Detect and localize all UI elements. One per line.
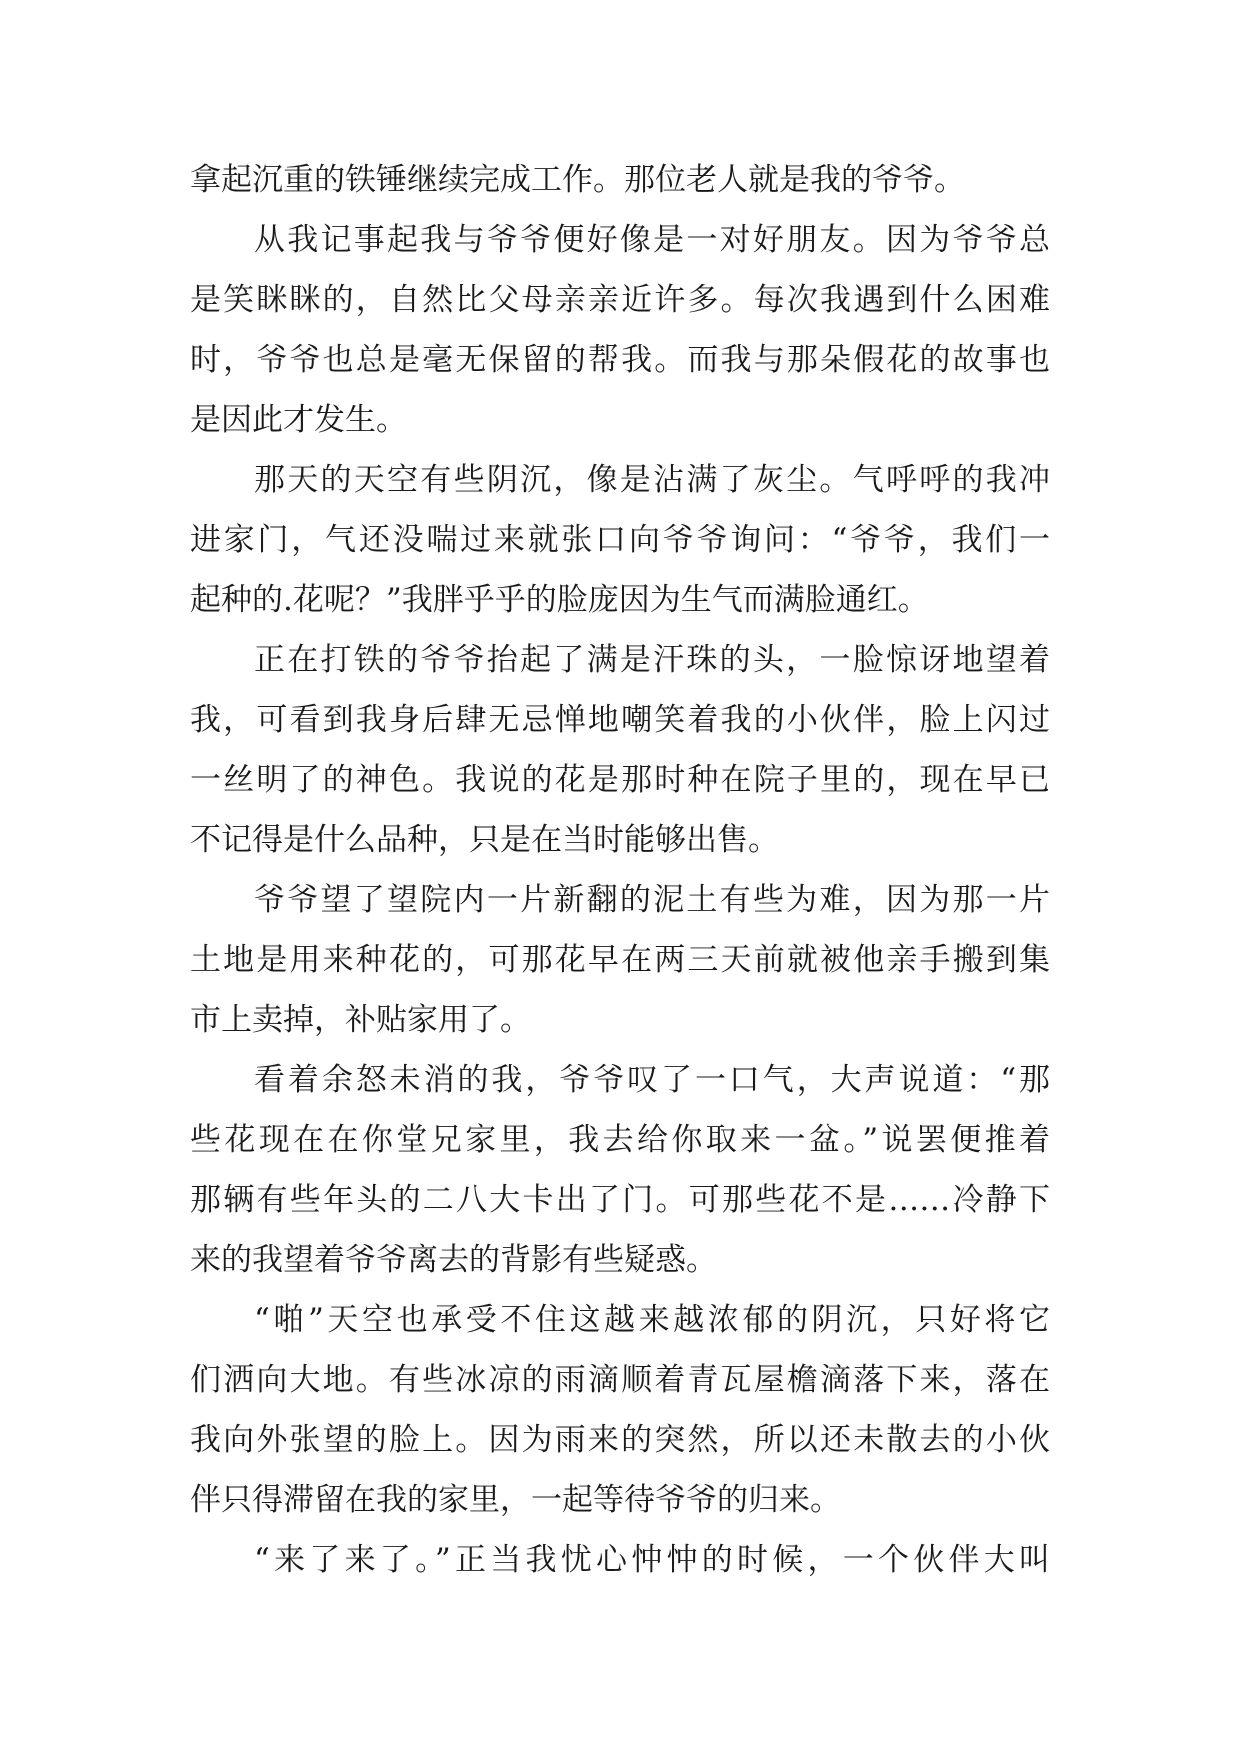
text-line: 正在打铁的爷爷抬起了满是汗珠的头，一脸惊讶地望着: [254, 642, 1050, 678]
text-line: 来的我望着爷爷离去的背影有些疑惑。: [190, 1242, 717, 1278]
text-line: 是笑眯眯的，自然比父母亲亲近许多。每次我遇到什么困难: [190, 282, 1050, 318]
text-line: 些花现在在你堂兄家里，我去给你取来一盆。”说罢便推着: [190, 1122, 1050, 1158]
text-line: 伴只得滞留在我的家里，一起等待爷爷的归来。: [190, 1482, 841, 1518]
text-line: 起种的.花呢？”我胖乎乎的脸庞因为生气而满脸通红。: [190, 582, 929, 618]
text-line: 我向外张望的脸上。因为雨来的突然，所以还未散去的小伙: [190, 1422, 1050, 1458]
text-line: “来了来了。”正当我忧心忡忡的时候，一个伙伴大叫: [254, 1542, 1050, 1578]
text-line: 不记得是什么品种，只是在当时能够出售。: [190, 822, 779, 858]
text-line: 是因此才发生。: [190, 402, 407, 438]
text-line: 爷爷望了望院内一片新翻的泥土有些为难，因为那一片: [254, 882, 1050, 918]
text-line: 市上卖掉，补贴家用了。: [190, 1002, 531, 1038]
text-line: 那天的天空有些阴沉，像是沾满了灰尘。气呼呼的我冲: [254, 462, 1050, 498]
text-line: 土地是用来种花的，可那花早在两三天前就被他亲手搬到集: [190, 942, 1050, 978]
text-line: 从我记事起我与爷爷便好像是一对好朋友。因为爷爷总: [254, 222, 1050, 258]
text-line: 拿起沉重的铁锤继续完成工作。那位老人就是我的爷爷。: [190, 162, 965, 198]
text-line: 那辆有些年头的二八大卡出了门。可那些花不是……冷静下: [190, 1182, 1050, 1218]
text-line: “啪”天空也承受不住这越来越浓郁的阴沉，只好将它: [254, 1302, 1050, 1338]
text-line: 一丝明了的神色。我说的花是那时种在院子里的，现在早已: [190, 762, 1050, 798]
text-line: 进家门，气还没喘过来就张口向爷爷询问：“爷爷，我们一: [190, 522, 1050, 558]
text-line: 我，可看到我身后肆无忌惮地嘲笑着我的小伙伴，脸上闪过: [190, 702, 1050, 738]
body-text: [190, 150, 1050, 1590]
text-line: 时，爷爷也总是毫无保留的帮我。而我与那朵假花的故事也: [190, 342, 1050, 378]
text-line: 们洒向大地。有些冰凉的雨滴顺着青瓦屋檐滴落下来，落在: [190, 1362, 1050, 1398]
text-line: 看着余怒未消的我，爷爷叹了一口气，大声说道：“那: [254, 1062, 1050, 1098]
